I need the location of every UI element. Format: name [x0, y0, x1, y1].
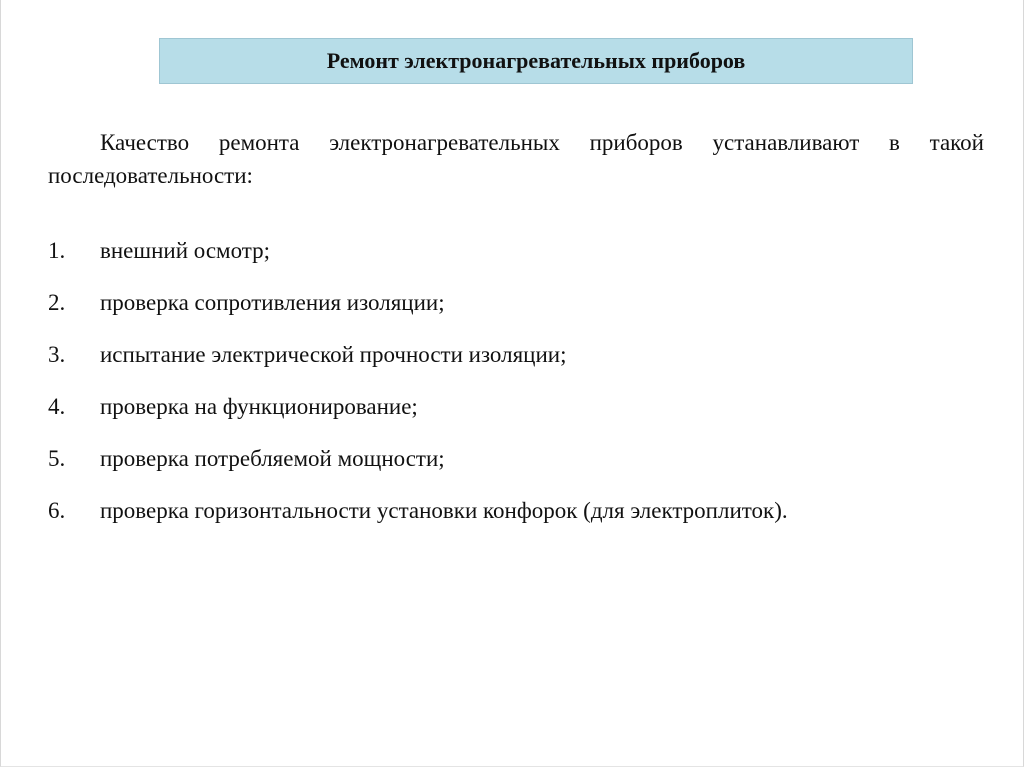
step-number: 2. [48, 290, 66, 315]
step-text: проверка на функционирование; [100, 394, 418, 419]
step-item [48, 446, 988, 498]
step-text: испытание электрической прочности изоляции; [100, 342, 567, 367]
step-item [48, 290, 988, 342]
step-item [48, 342, 988, 394]
step-number: 1. [48, 238, 66, 263]
step-number: 3. [48, 342, 66, 367]
step-text: проверка горизонтальности установки конфорок (для электроплиток). [100, 498, 788, 523]
step-number: 4. [48, 394, 66, 419]
step-item [48, 498, 988, 550]
intro-paragraph: Качество ремонта электронагревательных приборов устанавливают в такой последовательности: [48, 130, 984, 188]
title-box [159, 38, 913, 84]
slide-title: Ремонт электронагревательных приборов [326, 48, 746, 73]
step-number: 5. [48, 446, 66, 471]
step-item [48, 394, 988, 446]
step-number: 6. [48, 498, 66, 523]
step-text: проверка потребляемой мощности; [100, 446, 445, 471]
step-text: внешний осмотр; [100, 238, 271, 263]
steps-list [48, 238, 988, 550]
step-text: проверка сопротивления изоляции; [100, 290, 445, 315]
step-item [48, 238, 988, 290]
